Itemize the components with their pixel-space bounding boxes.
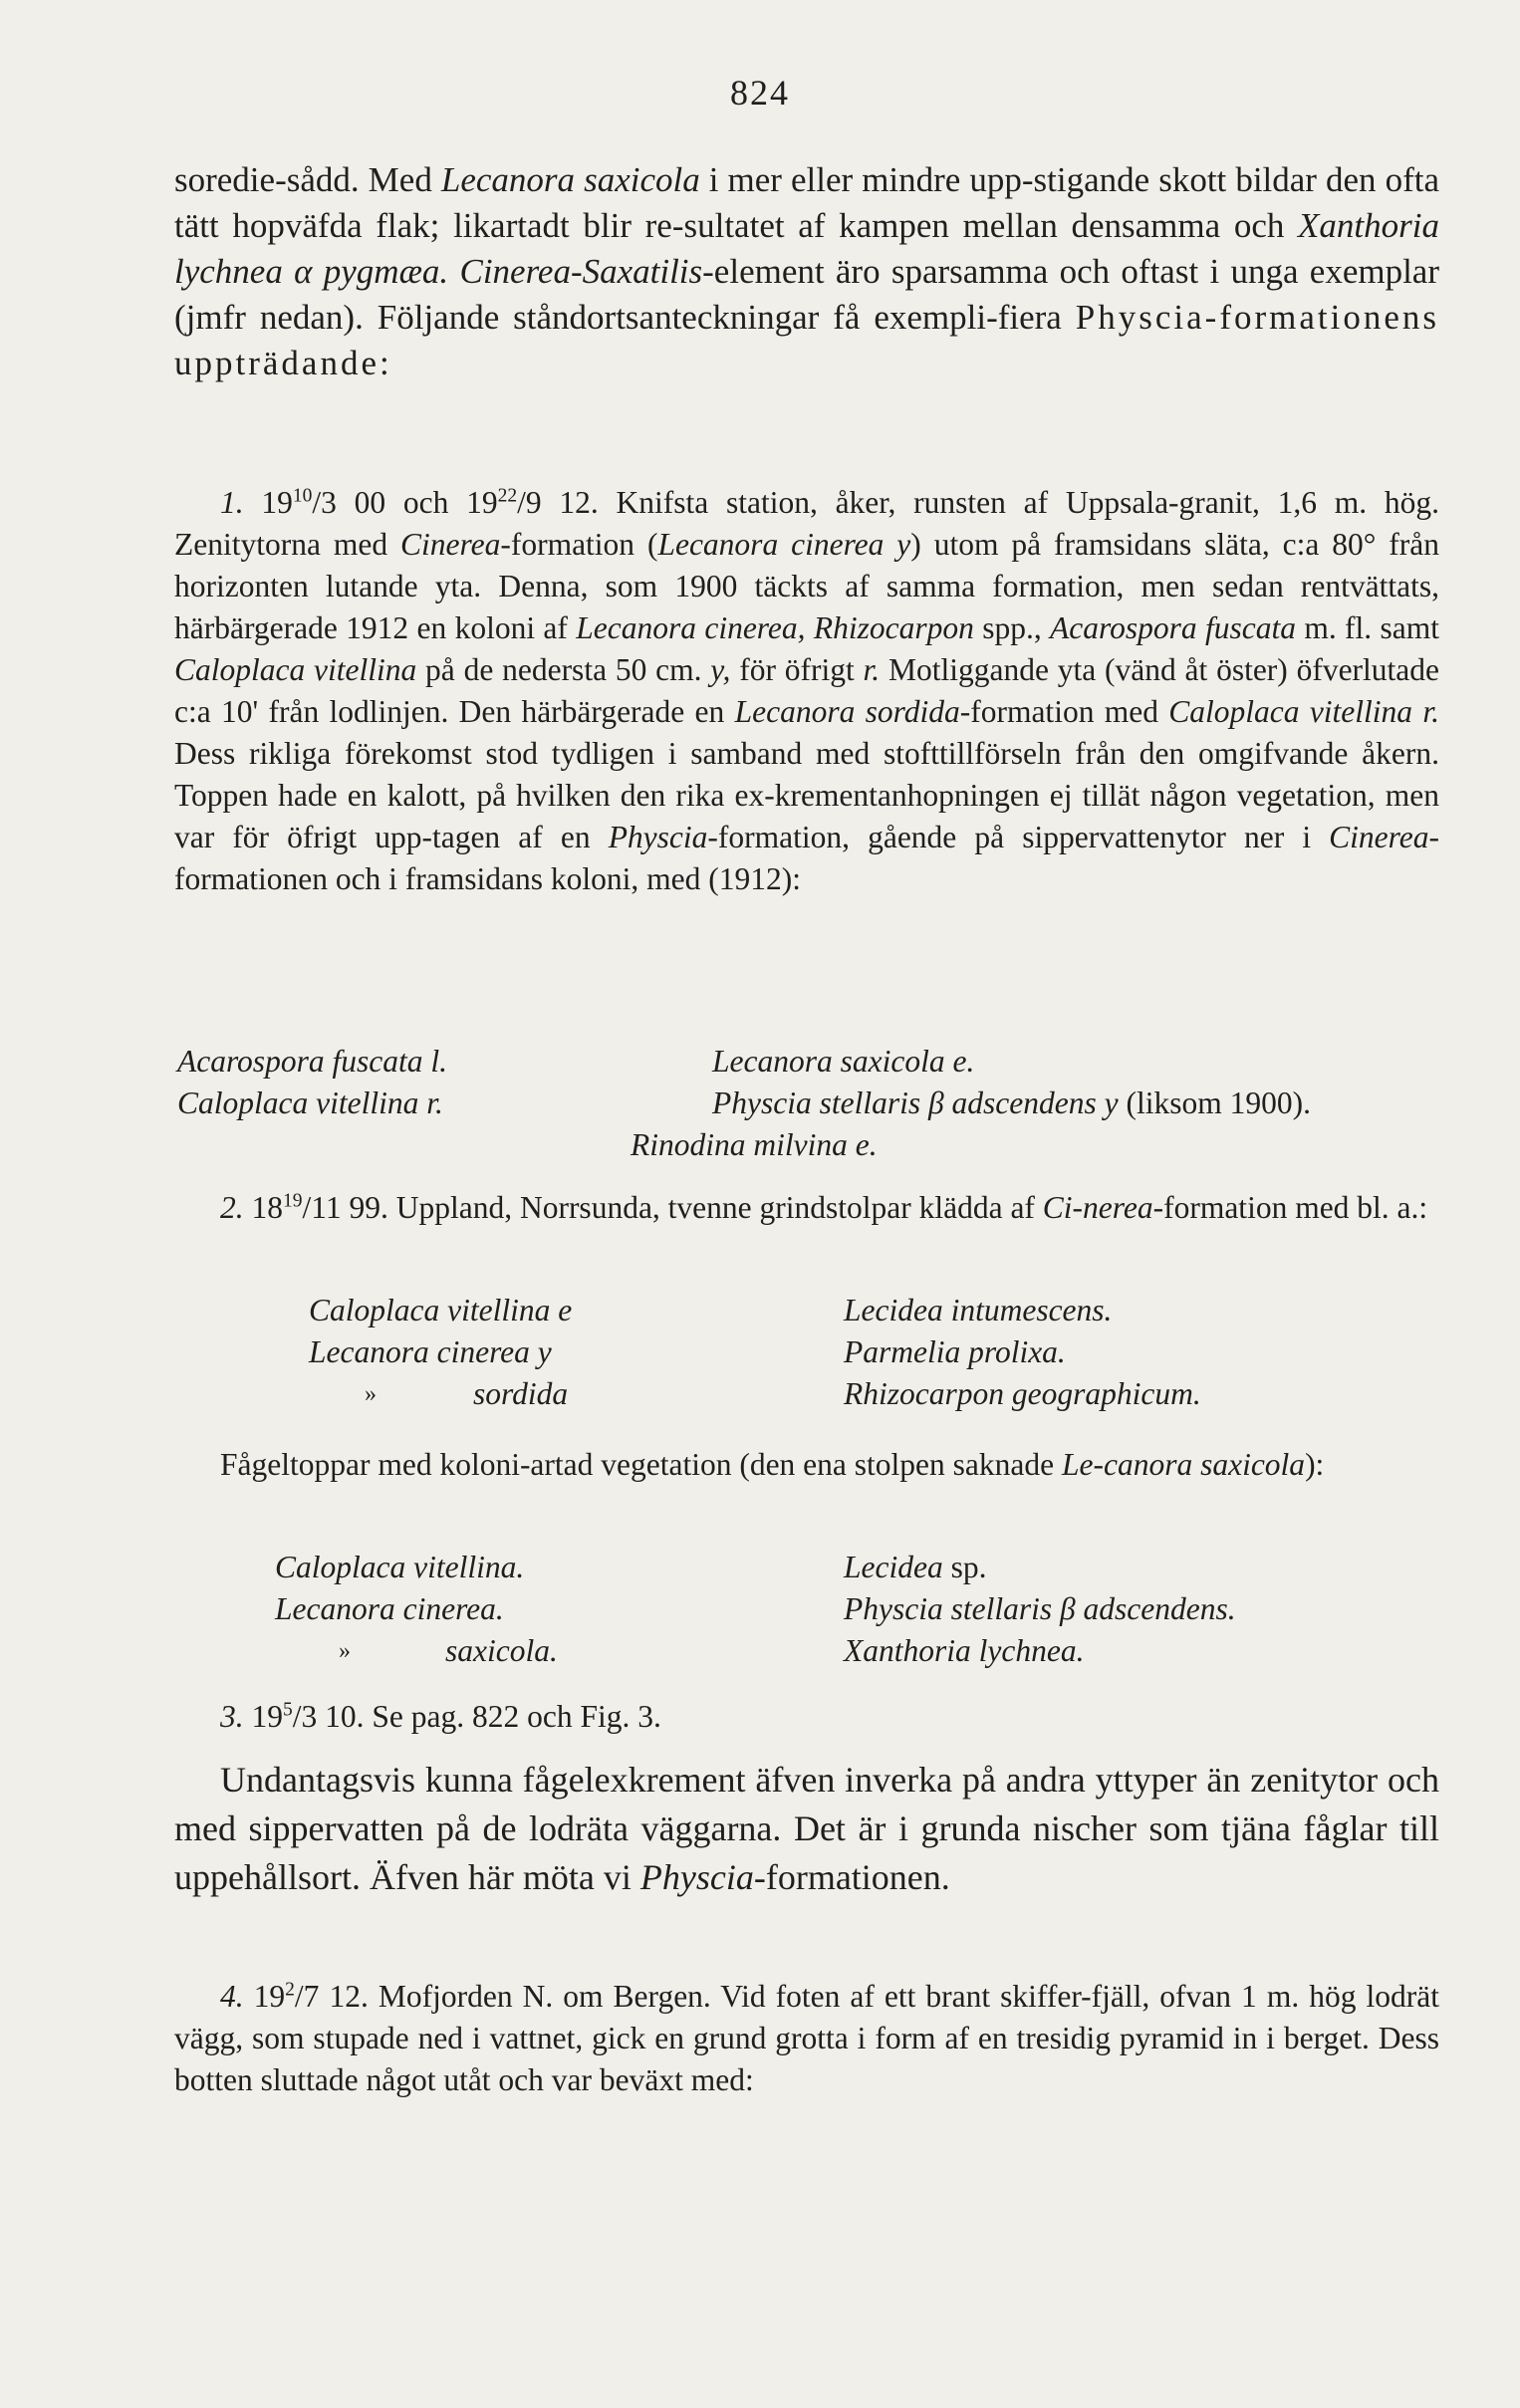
intro-text: soredie-sådd. Med Lecanora saxicola i mer eller mindre upp-stigande skott bildar den ofta tätt hopväfda flak; likartadt blir re-sultatet af kampen mellan densamma och Xanthoria lychnea α pygmæa. Cinerea-Saxatilis-element äro sparsamma och oftast i unga exemplar (jmfr nedan). Följande ståndortsanteckningar få exempli-fiera Physcia-formationens uppträdande: (174, 160, 1439, 382)
species-list-1-col1 (177, 1041, 447, 1124)
list-item: » saxicola. (275, 1630, 524, 1672)
entry-2 (174, 1187, 1439, 1229)
bird-tops-text: Fågeltoppar med koloni-artad vegetation (den ena stolpen saknade Le-canora saxicola): (220, 1447, 1325, 1482)
list-item: Lecidea intumescens. (844, 1293, 1113, 1327)
entry-3-text: 3. $19^5/3$ 10. Se pag. 822 och Fig. 3. (220, 1699, 661, 1734)
species-list-1-center (631, 1124, 878, 1166)
entry-1-text: 1. $19^{10}/3$ 00 och $19^{22}/9$ 12. Knifsta station, åker, runsten af Uppsala-granit, 1,6 m. hög. Zenitytorna med Cinerea-formation (Lecanora cinerea y) utom på framsidans släta, c:a 80° från horizonten lutande yta. Denna, som 1900 täckts af samma formation, men sedan rentvättats, härbärgerade 1912 en koloni af Lecanora cinerea, Rhizocarpon spp., Acarospora fuscata m. fl. samt Caloplaca vitellina på de nedersta 50 cm. y, för öfrigt r. Motliggande yta (vänd åt öster) öfverlutade c:a 10' från lodlinjen. Den härbärgerade en Lecanora sordida-formation med Caloplaca vitellina r. Dess rikliga förekomst stod tydligen i samband med stofttillförseln från den omgifvande åkern. Toppen hade en kalott, på hvilken den rika ex-krementanhopningen ej tillät någon vegetation, men var för öfrigt upp-tagen af en Physcia-formation, gående på sippervattenytor ner i Cinerea-formationen och i framsidans koloni, med (1912): (174, 485, 1440, 896)
exception-paragraph (174, 1756, 1439, 1902)
list-item: Xanthoria lychnea. (844, 1633, 1085, 1668)
entry-4 (174, 1976, 1439, 2101)
list-item: Lecidea sp. (844, 1550, 987, 1584)
ditto-mark: » (339, 1638, 351, 1664)
list-item: Caloplaca vitellina r. (177, 1085, 443, 1120)
list-item: » sordida (309, 1373, 572, 1415)
list-item: Physcia stellaris β adscendens. (844, 1591, 1236, 1626)
entry-2-text: 2. $18^{19}/11$ 99. Uppland, Norrsunda, tvenne grindstolpar klädda af Ci-nerea-formation med bl. a.: (220, 1190, 1428, 1225)
entry-4-text: 4. $19^2/7$ 12. Mofjorden N. om Bergen. Vid foten af ett brant skiffer-fjäll, ofvan 1 m. hög lodrät vägg, som stupade ned i vattnet, gick en grund grotta i form af en tresidig pyramid in i berget. Dess botten sluttade något utåt och var beväxt med: (174, 1979, 1439, 2097)
intro-paragraph (174, 157, 1439, 386)
entry-1 (174, 482, 1439, 900)
list-item: Physcia stellaris β adscendens y (liksom 1900). (712, 1085, 1311, 1120)
exception-text: Undantagsvis kunna fågelexkrement äfven inverka på andra yttyper än zenitytor och med sippervatten på de lodräta väggarna. Det är i grunda nischer som tjäna fåglar till uppehållsort. Äfven här möta vi Physcia-formationen. (174, 1760, 1439, 1897)
species-list-2-col2 (844, 1290, 1201, 1415)
entry-3 (174, 1696, 1439, 1738)
list-item: Rhizocarpon geographicum. (844, 1376, 1201, 1411)
list-item: Parmelia prolixa. (844, 1334, 1066, 1369)
list-item: Lecanora cinerea. (275, 1591, 504, 1626)
list-item: Rinodina milvina e. (631, 1127, 878, 1162)
list-item: Lecanora saxicola e. (712, 1044, 975, 1079)
species-list-3-col1 (275, 1547, 558, 1672)
ditto-mark: » (365, 1381, 377, 1407)
list-item: Acarospora fuscata l. (177, 1044, 447, 1079)
list-item: Lecanora cinerea y (309, 1334, 552, 1369)
list-item: Caloplaca vitellina. (275, 1550, 525, 1584)
bird-tops-paragraph (174, 1444, 1439, 1486)
list-item: Caloplaca vitellina e (309, 1293, 573, 1327)
page-number: 824 (730, 73, 790, 113)
species-list-1-col2 (712, 1041, 1311, 1124)
species-list-2-col1 (309, 1290, 572, 1415)
species-list-3-col2 (844, 1547, 1236, 1672)
